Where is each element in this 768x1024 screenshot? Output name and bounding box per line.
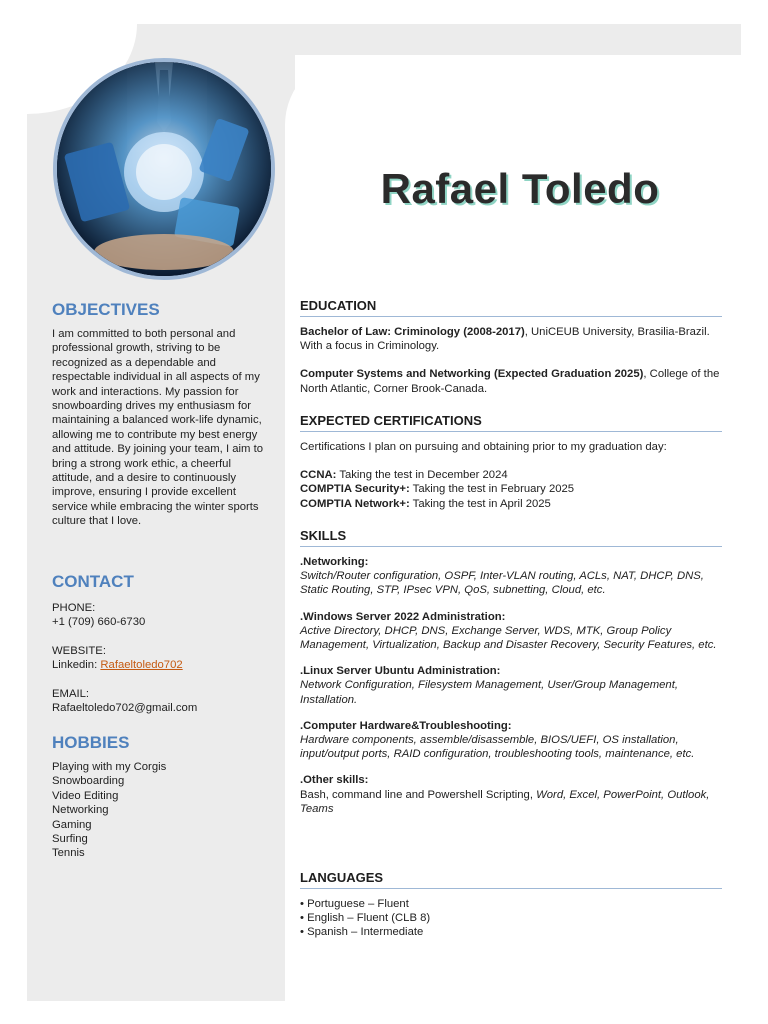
language-item: • Spanish – Intermediate xyxy=(300,926,424,939)
linkedin-prefix: Linkedin: xyxy=(52,659,98,672)
skill-title: .Windows Server 2022 Administration: xyxy=(300,610,506,623)
skill-description xyxy=(300,788,722,816)
hobby-item: Surfing xyxy=(52,833,88,846)
certifications-heading: EXPECTED CERTIFICATIONS xyxy=(300,413,722,432)
education-item-title: Computer Systems and Networking (Expected Graduation 2025) xyxy=(300,368,644,381)
objectives-text: I am committed to both personal and professional growth, striving to be recognized as a dependable and respectable individual in all aspects of my work and interactions. My passion for snowboarding drives my enthusiasm for maintaining a balanced work-life dynamic, allowing me to contribute my best energy and attitude. By joining your team, I aim to bring a strong work ethic, a cheerful attitude, and a desire to continuously improve, ensuring I provide excellent service while embracing the winter sports culture that I love. xyxy=(52,328,263,528)
certification-name: CCNA: xyxy=(300,469,337,482)
certification-text: Taking the test in December 2024 xyxy=(336,469,508,482)
skill-description: Network Configuration, Filesystem Management, User/Group Management, Installation. xyxy=(300,679,678,706)
hobbies-heading: HOBBIES xyxy=(52,733,130,752)
skill-description: Hardware components, assemble/disassemble, BIOS/UEFI, OS installation, input/output ports, RAID configuration, troubleshooting tools, maintenance, etc. xyxy=(300,734,695,761)
education-item-detail: , College of the North Atlantic, Corner Brook-Canada. xyxy=(300,368,720,395)
skill-item xyxy=(300,664,722,707)
candidate-name: Rafael Toledo xyxy=(380,165,660,212)
website-group xyxy=(52,644,264,673)
skill-title: .Linux Server Ubuntu Administration: xyxy=(300,665,501,678)
other-skills-office: Word, Excel, PowerPoint, Outlook, Teams xyxy=(300,788,710,815)
languages-list xyxy=(300,897,722,940)
hobby-item: Snowboarding xyxy=(52,775,125,788)
linkedin-row xyxy=(52,658,264,672)
certification-name: COMPTIA Network+: xyxy=(300,497,410,510)
certification-name: COMPTIA Security+: xyxy=(300,483,410,496)
hobbies-list xyxy=(52,760,264,861)
skill-item xyxy=(300,610,722,653)
profile-photo xyxy=(53,58,275,280)
linkedin-link[interactable]: Rafaeltoledo702 xyxy=(100,659,183,672)
objectives-heading: OBJECTIVES xyxy=(52,300,160,319)
other-skills-plain: Bash, command line and Powershell Scripting, xyxy=(300,788,537,801)
skill-title: .Computer Hardware&Troubleshooting: xyxy=(300,719,512,732)
education-item-detail: , UniCEUB University, Brasilia-Brazil. With a focus in Criminology. xyxy=(300,326,710,353)
email-value: Rafaeltoledo702@gmail.com xyxy=(52,702,198,715)
language-item: • English – Fluent (CLB 8) xyxy=(300,912,431,925)
languages-heading: LANGUAGES xyxy=(300,870,722,889)
certification-item xyxy=(300,468,722,482)
skill-description: Switch/Router configuration, OSPF, Inter-VLAN routing, ACLs, NAT, DHCP, DNS, Static Routing, STP, IPsec VPN, QoS, subnetting, Cloud, etc. xyxy=(300,570,704,597)
phone-value: +1 (709) 660-6730 xyxy=(52,616,146,629)
education-item xyxy=(300,325,722,353)
skill-title: .Networking: xyxy=(300,556,369,568)
hobby-item: Networking xyxy=(52,804,109,817)
skill-item xyxy=(300,773,722,816)
email-label: EMAIL: xyxy=(52,687,90,700)
phone-label: PHONE: xyxy=(52,602,96,614)
certifications-block xyxy=(300,440,722,511)
phone-group xyxy=(52,601,264,630)
hobby-item: Video Editing xyxy=(52,789,119,802)
website-label: WEBSITE: xyxy=(52,644,106,657)
certification-text: Taking the test in April 2025 xyxy=(409,497,551,510)
email-group xyxy=(52,687,264,716)
education-item xyxy=(300,367,722,395)
sidebar-panel-bottom xyxy=(27,940,289,1001)
contact-heading: CONTACT xyxy=(52,572,134,591)
certification-item xyxy=(300,482,722,496)
skill-description: Active Directory, DHCP, DNS, Exchange Server, WDS, MTK, Group Policy Management, Virtualization, Backup and Disaster Recovery, Security Features, etc. xyxy=(300,624,717,652)
certification-text: Taking the test in February 2025 xyxy=(409,483,575,496)
certification-item xyxy=(300,497,722,511)
skill-title: .Other skills: xyxy=(300,774,369,787)
skill-item xyxy=(300,719,722,762)
profile-photo-image xyxy=(57,62,271,276)
certifications-intro: Certifications I plan on pursuing and obtaining prior to my graduation day: xyxy=(300,441,667,453)
hobby-item: Gaming xyxy=(52,818,92,831)
hobby-item: Playing with my Corgis xyxy=(52,761,167,773)
hobby-item: Tennis xyxy=(52,847,85,860)
language-item: • Portuguese – Fluent xyxy=(300,898,409,910)
education-list xyxy=(300,325,722,396)
contact-block xyxy=(52,601,264,729)
skills-heading: SKILLS xyxy=(300,528,722,547)
skill-item xyxy=(300,555,722,598)
skills-list xyxy=(300,555,722,828)
education-item-title: Bachelor of Law: Criminology (2008-2017) xyxy=(300,326,525,338)
education-heading: EDUCATION xyxy=(300,298,722,317)
